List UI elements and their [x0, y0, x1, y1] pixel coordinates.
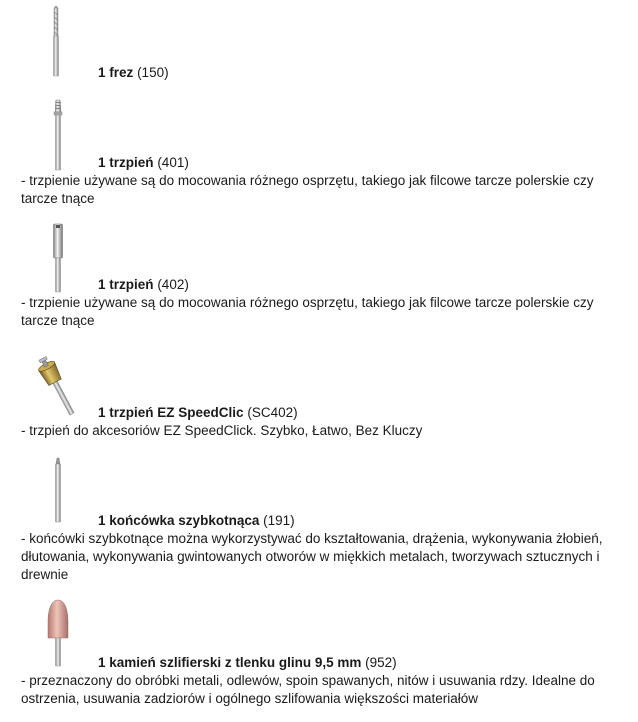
item-quantity: 1: [98, 277, 106, 292]
product-item-koncowka-191: [0, 452, 638, 584]
grinding-stone-icon: [43, 598, 73, 668]
item-name: trzpień: [109, 277, 154, 292]
product-item-frez-150: [0, 0, 638, 90]
router-bit-icon: [46, 2, 66, 82]
engraving-cutter-icon: [48, 456, 68, 524]
item-description: - trzpienie używane są do mocowania różnego osprzętu, takiego jak filcowe tarcze polerskie czy tarcze tnące: [21, 173, 594, 206]
speedclic-mandrel-icon: [36, 354, 76, 418]
product-item-kamien-952: [0, 596, 638, 716]
item-name: trzpień: [109, 155, 154, 170]
item-title: [98, 276, 189, 294]
item-code: (401): [157, 155, 189, 170]
item-code: (150): [137, 65, 169, 80]
item-title: [98, 154, 189, 172]
item-title: [98, 64, 169, 82]
product-item-trzpien-401: [0, 92, 638, 210]
item-quantity: 1: [98, 513, 106, 528]
item-code: (191): [263, 513, 295, 528]
item-code: (SC402): [247, 405, 298, 420]
item-name: trzpień EZ SpeedClic: [109, 405, 244, 420]
item-quantity: 1: [98, 405, 106, 420]
item-code: (402): [157, 277, 189, 292]
item-description: - trzpienie używane są do mocowania różnego osprzętu, takiego jak filcowe tarcze polerskie czy tarcze tnące: [21, 295, 594, 328]
item-title: [98, 404, 298, 422]
product-item-speedclic-sc402: [0, 348, 638, 444]
item-title: [98, 654, 397, 672]
item-description: - końcówki szybkotnące można wykorzystywać do kształtowania, drążenia, wykonywania żłobień, dłutowania, wykonywania gwintowanych otworów w miękkich metalach, tworzywach sztucznych i drewnie: [21, 531, 603, 582]
screw-mandrel-icon: [48, 96, 68, 172]
item-description: - trzpień do akcesoriów EZ SpeedClick. Szybko, Łatwo, Bez Kluczy: [21, 423, 423, 438]
item-code: (952): [365, 655, 397, 670]
item-quantity: 1: [98, 155, 106, 170]
mandrel-icon: [48, 222, 68, 294]
item-name: frez: [109, 65, 134, 80]
item-quantity: 1: [98, 655, 106, 670]
item-name: kamień szlifierski z tlenku glinu 9,5 mm: [109, 655, 362, 670]
product-item-trzpien-402: [0, 218, 638, 334]
item-description: - przeznaczony do obróbki metali, odlewów, spoin spawanych, nitów i usuwania rdzy. Idealne do ostrzenia, usuwania zadziorów i ogólnego szlifowania większości materiałów: [21, 673, 595, 706]
item-quantity: 1: [98, 65, 106, 80]
item-title: [98, 512, 295, 530]
item-name: końcówka szybkotnąca: [109, 513, 260, 528]
